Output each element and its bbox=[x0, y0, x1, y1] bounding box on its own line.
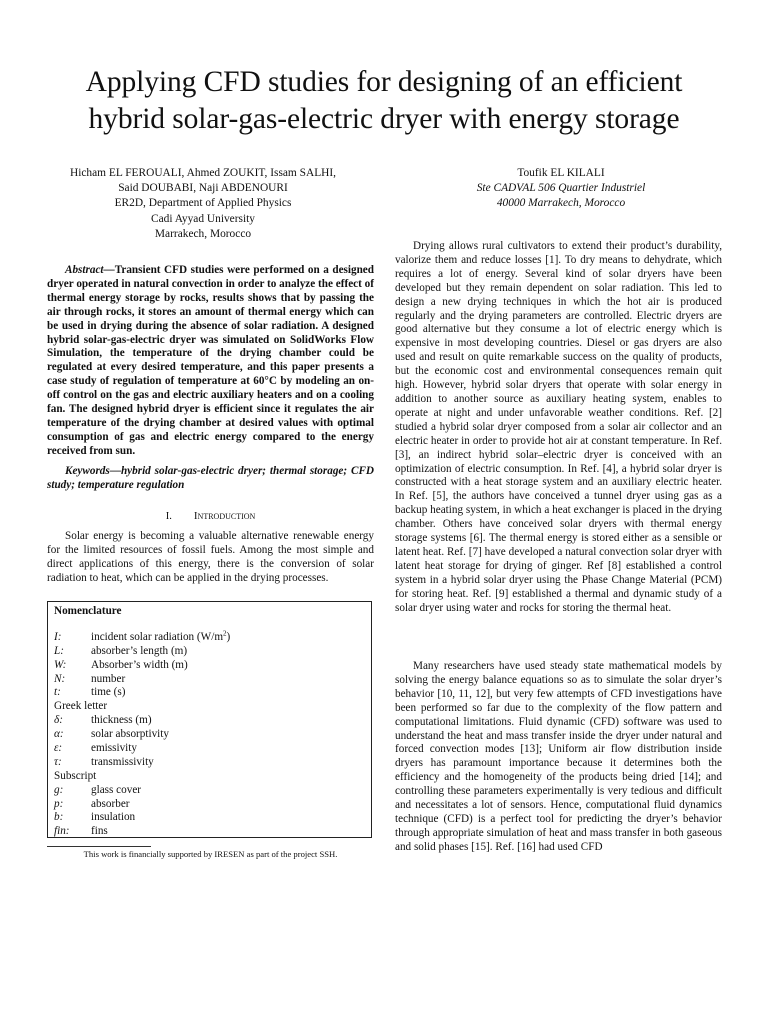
nom-symbol: t: bbox=[54, 686, 61, 699]
nom-desc: absorber’s length (m) bbox=[91, 644, 188, 657]
nom-row bbox=[54, 798, 365, 812]
nom-superscript: 2 bbox=[223, 629, 227, 638]
abstract-text: Transient CFD studies were performed on a designed dryer operated in natural convection in order to analyze the effect of thermal energy storage by rocks, results shows that by passing the air through rocks, it stores an amount of thermal energy which can be used in drying during the absence of solar radiation. A designed hybrid solar-gas-electric dryer was simulated on SolidWorks Flow Simulation, the temperature of the drying chamber could be regulated at every desired temperature, and this paper presents a case study of regulation of temperature at 60°C by modeling an on-off control on the gas and electric auxiliary heaters and on a cooling fan. The designed hybrid dryer is efficient since it regulates the air temperature of the drying chamber at desired values with optimal consumption of gas and electric energy compared to the energy received from sun. bbox=[47, 264, 374, 457]
nom-desc-text: incident solar radiation (W/m bbox=[91, 630, 224, 643]
footnote: This work is financially supported by IRESEN as part of the project SSH. bbox=[83, 849, 338, 859]
nom-symbol: τ: bbox=[54, 755, 62, 768]
nom-row bbox=[54, 784, 365, 798]
department: ER2D, Department of Applied Physics bbox=[114, 197, 292, 210]
nom-row bbox=[54, 825, 365, 839]
nom-desc: number bbox=[91, 672, 126, 685]
nom-row bbox=[54, 673, 365, 687]
nom-desc: time (s) bbox=[91, 686, 126, 699]
company: Ste CADVAL 506 Quartier Industriel bbox=[476, 182, 646, 195]
location: Marrakech, Morocco bbox=[154, 227, 252, 240]
nom-row bbox=[54, 811, 365, 825]
nom-desc: fins bbox=[91, 825, 108, 838]
title-line-1: Applying CFD studies for designing of an efficient bbox=[85, 66, 683, 98]
university: Cadi Ayyad University bbox=[151, 212, 255, 225]
nom-greek-label: Greek letter bbox=[54, 700, 108, 713]
nom-desc: insulation bbox=[91, 811, 136, 824]
intro-paragraph bbox=[47, 530, 374, 586]
nom-row bbox=[54, 631, 365, 645]
abstract-label: Abstract— bbox=[65, 264, 115, 276]
title-line-2: hybrid solar-gas-electric dryer with energy storage bbox=[88, 103, 680, 135]
nom-row bbox=[54, 742, 365, 756]
body-paragraph-2 bbox=[395, 660, 722, 855]
authors-left-block bbox=[40, 166, 366, 242]
nom-desc: absorber bbox=[91, 797, 130, 810]
section-number: I. bbox=[165, 511, 172, 522]
nom-symbol: I: bbox=[54, 630, 62, 643]
nom-desc bbox=[91, 631, 230, 645]
nom-desc: thickness (m) bbox=[91, 714, 152, 727]
section-title: Introduction bbox=[193, 510, 256, 522]
keywords-text: Keywords—hybrid solar-gas-electric dryer; thermal storage; CFD study; temperature regulation bbox=[47, 465, 374, 491]
authors-right-block bbox=[400, 166, 722, 212]
nom-desc: emissivity bbox=[91, 742, 137, 755]
body-paragraph-1 bbox=[395, 240, 722, 615]
nom-symbol: ε: bbox=[54, 742, 63, 755]
nom-desc: transmissivity bbox=[91, 755, 154, 768]
authors-line-1: Hicham EL FEROUALI, Ahmed ZOUKIT, Issam SALHI, bbox=[69, 167, 337, 179]
nom-desc: glass cover bbox=[91, 783, 142, 796]
section-heading-introduction bbox=[47, 510, 374, 522]
nom-symbol: b: bbox=[54, 811, 64, 824]
authors-line-2: Said DOUBABI, Naji ABDENOURI bbox=[118, 182, 288, 195]
paper-title bbox=[30, 64, 738, 138]
nom-desc: Absorber’s width (m) bbox=[91, 658, 188, 671]
nom-desc: solar absorptivity bbox=[91, 728, 169, 741]
nom-row bbox=[54, 728, 365, 742]
nom-subscript-label: Subscript bbox=[54, 769, 97, 782]
nom-symbol: α: bbox=[54, 728, 64, 741]
nom-row bbox=[54, 714, 365, 728]
nom-symbol: W: bbox=[54, 658, 67, 671]
nom-symbol: p: bbox=[54, 797, 64, 810]
author-name: Toufik EL KILALI bbox=[517, 167, 605, 179]
nom-symbol: N: bbox=[54, 672, 66, 685]
nom-symbol: δ: bbox=[54, 714, 63, 727]
company-city: 40000 Marrakech, Morocco bbox=[496, 197, 626, 210]
nom-symbol: g: bbox=[54, 783, 64, 796]
nom-row bbox=[54, 686, 365, 700]
nom-desc-tail: ) bbox=[226, 630, 231, 643]
nom-row bbox=[54, 645, 365, 659]
keywords bbox=[47, 465, 374, 493]
nomenclature-box bbox=[47, 601, 372, 838]
body-text-2: Many researchers have used steady state mathematical models by solving the energy balance equations so as to simulate the solar dryer’s behavior [10, 11, 12], but very few attempts of CFD investigations have been performed so far due to the complexity of the flow pattern and computational limitations. Fluid dynamic (CFD) software was used to understand the heat and mass transfer inside the dryer under natural and forced convection modes [13]; Uniform air flow distribution inside dryers has paramount importance because it determines both the efficiency and the homogeneity of the products being dried [14]; and controlling these parameters experimentally is very tedious and difficult and necessitates a lot of sensors. Hence, computational fluid dynamics technique (CFD) is a perfect tool for predicting the dryer’s behavior through appropriate simulation of heat and mass transfer in both gaseous and solid phases [15]. Ref. [16] had used CFD bbox=[395, 660, 722, 853]
intro-text: Solar energy is becoming a valuable alternative renewable energy for the limited resources of fossil fuels. Among the most simple and direct applications of this energy, there is the conversion of solar radiation to heat, which can be applied in the drying processes. bbox=[47, 530, 374, 584]
nom-row bbox=[54, 756, 365, 770]
abstract bbox=[47, 264, 374, 459]
nomenclature-title: Nomenclature bbox=[54, 605, 122, 617]
footnote-divider bbox=[47, 846, 151, 847]
body-text-1: Drying allows rural cultivators to extend their product’s durability, valorize them and reduce losses [1]. To dry means to dehydrate, which requires a lot of energy. Several kind of solar dryers have been developed but they remain dependent on solar radiation. This led to design a new drying techniques in which the hot air is produced regularly and the drying parameters are controlled. Electric dryers are good alternative but they consume a lot of electric energy which is expensive in most developing countries. Diesel or gas dryers are also used and result on quite remarkable success on the quality of products, but the economic cost and environmental consequences remain quit high. However, hybrid solar dryers that operate with solar energy in addition to another source as auxiliary heating system, enables to operate at night and under unfavorable weather conditions. Ref. [2] studied a hybrid solar dryer composed from a solar air collector and an electric heater in order to provide hot air at constant temperature. In Ref. [3], an indirect hybrid solar–electric dryer is conceived with an optimization of electric consumption. In Ref. [4], a hybrid solar dryer is constructed with a heat storage system and an auxiliary electric heater. In Ref. [5], the authors have conceived a tunnel dryer using gas as a backup heating system, in which a heat exchanger is placed in the drying chamber. Others have conceived solar dryers with thermal energy storage systems [6]. The thermal energy is stored either as a sensible or latent heat. Ref. [7] have developed a natural convection solar dryer with latent heat storage for drying of ginger. Ref [8] established a control system in a hybrid solar dryer using the Phase Change Material (PCM) for storing heat. Ref. [9] established a thermal and dynamic study of a solar dryer using water and rocks for storing the thermal heat. bbox=[395, 240, 722, 614]
nom-symbol: fin: bbox=[54, 825, 70, 838]
nom-row bbox=[54, 659, 365, 673]
nom-symbol: L: bbox=[54, 644, 64, 657]
